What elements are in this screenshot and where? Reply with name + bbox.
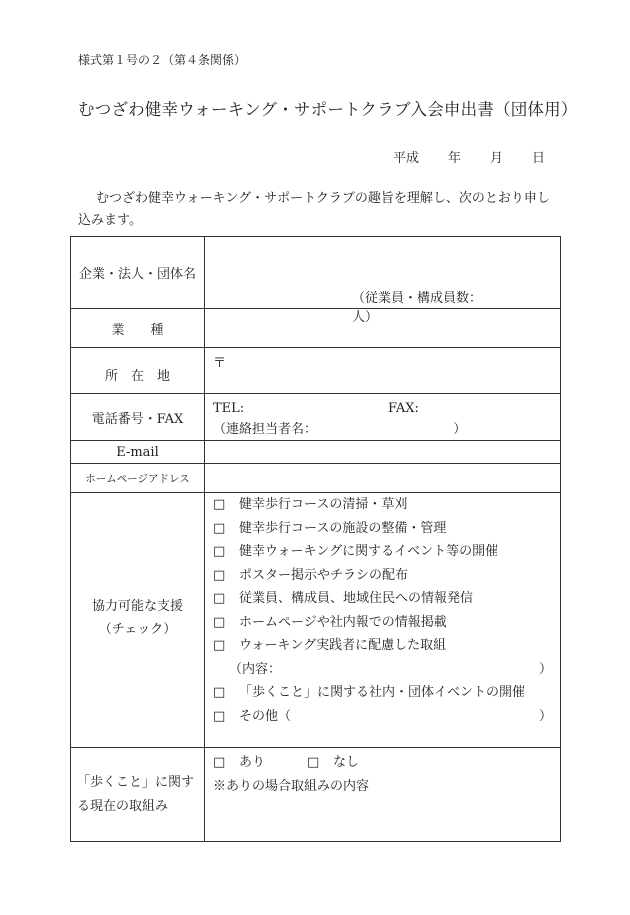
support-option-label: 健幸ウォーキングに関するイベント等の開催 <box>239 544 499 559</box>
phone-field[interactable] <box>205 394 561 441</box>
option-event[interactable]: □ 「歩くこと」に関する社内・団体イベントの開催 <box>205 681 560 705</box>
homepage-row <box>71 464 561 493</box>
homepage-field[interactable] <box>205 464 561 493</box>
yes-label: あり <box>239 755 266 770</box>
content-field[interactable]: （内容： ） <box>229 661 552 677</box>
intro-text: むつざわ健幸ウォーキング・サポートクラブの趣旨を理解し、次のとおり申し込みます。 <box>78 191 550 228</box>
email-row <box>71 441 561 464</box>
checkbox-icon[interactable]: □ <box>213 708 226 724</box>
homepage-label: ホームページアドレス <box>71 464 205 493</box>
checkbox-icon[interactable]: □ <box>213 567 226 583</box>
form-reference: 様式第１号の２（第４条関係） <box>78 53 247 67</box>
checkbox-icon[interactable]: □ <box>213 520 226 536</box>
date-line <box>393 147 545 166</box>
document-title: むつざわ健幸ウォーキング・サポートクラブ入会申出書（団体用） <box>78 100 578 119</box>
support-row <box>71 493 561 748</box>
checkbox-icon[interactable]: □ <box>213 591 226 606</box>
support-options <box>205 493 561 748</box>
checkbox-icon[interactable]: □ <box>213 614 226 630</box>
industry-label: 業 種 <box>71 309 205 348</box>
support-option-label: 健幸歩行コースの施設の整備・管理 <box>239 520 447 536</box>
date-era: 平成 <box>393 151 420 166</box>
email-label: E-mail <box>71 441 205 464</box>
org-row <box>71 237 561 309</box>
phone-label: 電話番号・FAX <box>71 394 205 441</box>
fax-label: FAX: <box>388 401 419 416</box>
checkbox-icon[interactable]: □ <box>213 638 226 653</box>
support-label: 協力可能な支援 （チェック） <box>71 493 205 748</box>
support-option-label: ポスター掲示やチラシの配布 <box>239 567 409 583</box>
support-option-label: 健幸歩行コースの清掃・草刈 <box>239 497 408 512</box>
checkbox-icon[interactable]: □ <box>213 685 226 700</box>
support-option[interactable] <box>205 493 560 517</box>
date-day: 日 <box>532 151 546 166</box>
support-option[interactable] <box>205 540 560 564</box>
checkbox-icon[interactable]: □ <box>213 544 226 559</box>
address-label: 所 在 地 <box>71 348 205 394</box>
support-option-label: ホームページや社内報での情報掲載 <box>239 614 447 630</box>
org-label: 企業・法人・団体名 <box>71 237 205 309</box>
support-option-label: 従業員、構成員、地域住民への情報発信 <box>239 591 474 606</box>
support-option[interactable] <box>205 611 560 635</box>
tel-label: TEL: <box>213 401 245 416</box>
current-field <box>205 748 561 842</box>
current-note: ※ありの場合取組みの内容 <box>213 779 370 794</box>
support-option-label: ウォーキング実践者に配慮した取組 <box>239 638 447 653</box>
current-label: 「歩くこと」に関す る現在の取組み <box>71 748 205 842</box>
support-option[interactable] <box>205 517 560 541</box>
support-option[interactable] <box>205 587 560 611</box>
support-option[interactable] <box>205 564 560 588</box>
address-row <box>71 348 561 394</box>
member-count-note: （従業員・構成員数： 人） <box>352 291 483 325</box>
postal-mark: 〒 <box>213 356 227 371</box>
yes-checkbox-icon[interactable]: □ <box>213 755 226 770</box>
application-table <box>70 236 561 842</box>
date-year: 年 <box>448 151 462 166</box>
no-label: なし <box>333 755 360 770</box>
org-field[interactable] <box>205 237 561 325</box>
option-other[interactable]: □ その他（ ） <box>205 705 560 729</box>
phone-row <box>71 394 561 441</box>
no-checkbox-icon[interactable]: □ <box>307 755 320 770</box>
contact-person: （連絡担当者名： ） <box>213 422 467 437</box>
support-option[interactable] <box>205 634 560 658</box>
address-field[interactable] <box>205 348 561 394</box>
current-row <box>71 748 561 842</box>
date-month: 月 <box>490 151 504 166</box>
checkbox-icon[interactable]: □ <box>213 497 226 512</box>
email-field[interactable] <box>205 441 561 464</box>
